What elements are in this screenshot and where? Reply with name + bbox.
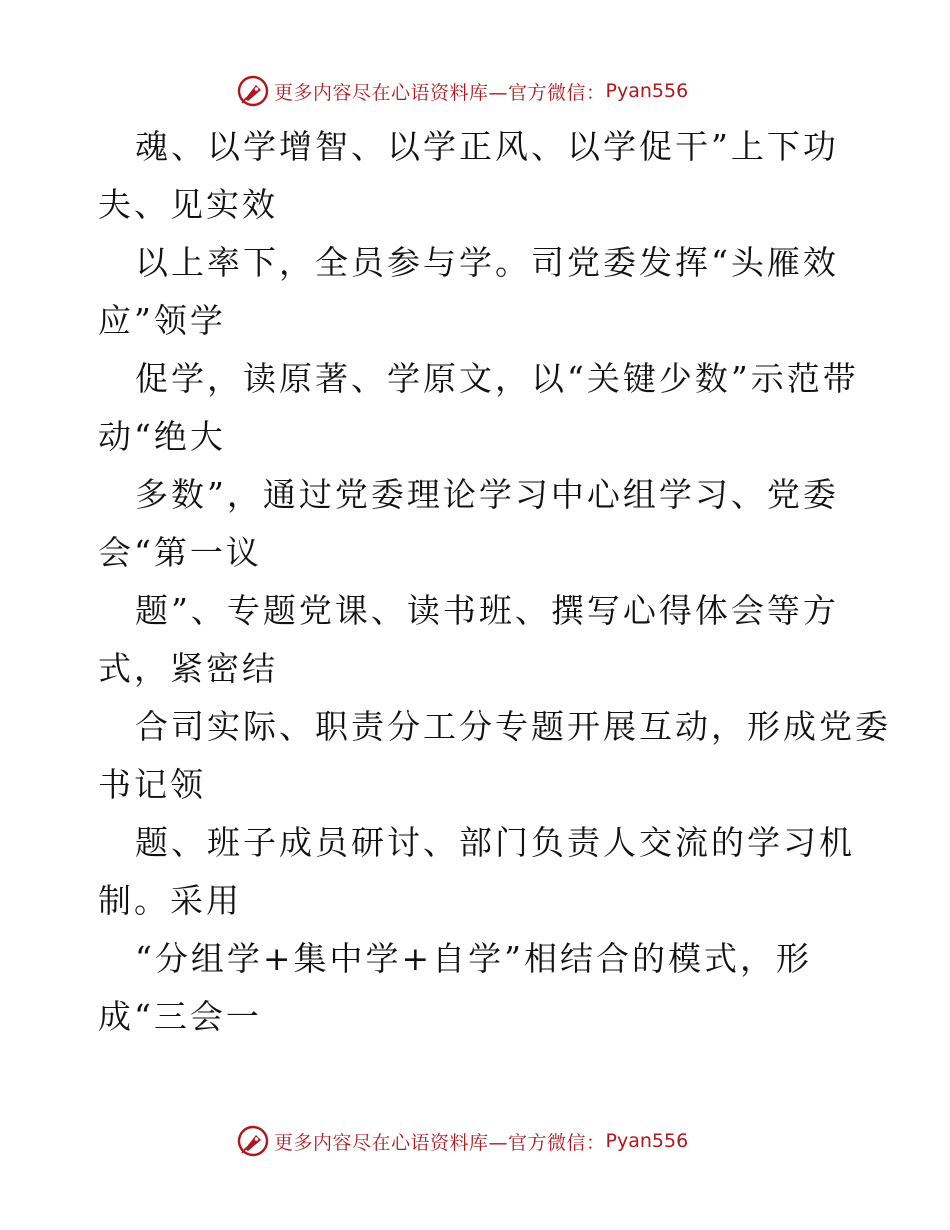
document-body [98, 118, 891, 1046]
text-line: 多数”，通过党委理论学习中心组学习、党委 [135, 475, 839, 514]
text-line: 书记领 [98, 765, 206, 804]
pen-nib-logo-icon [236, 74, 270, 108]
footer-watermark [236, 1124, 688, 1158]
text-line: 以上率下，全员参与学。司党委发挥“头雁效 [135, 243, 839, 282]
watermark-text: 更多内容尽在心语资料库—官方微信： [274, 81, 606, 104]
text-line: 题”、专题党课、读书班、撰写心得体会等方 [135, 591, 839, 630]
header-watermark [236, 74, 688, 108]
pen-nib-logo-icon [236, 1124, 270, 1158]
text-line: 动“绝大 [98, 417, 226, 456]
watermark-text: 更多内容尽在心语资料库—官方微信： [274, 1131, 606, 1154]
text-line: 成“三会一 [98, 997, 262, 1036]
text-line: 题、班子成员研讨、部门负责人交流的学习机 [135, 823, 855, 862]
watermark-handle: Pyan556 [605, 80, 689, 102]
text-line: 制。采用 [98, 881, 242, 920]
text-line: 魂、以学增智、以学正风、以学促干”上下功 [135, 127, 839, 166]
text-line: 合司实际、职责分工分专题开展互动，形成党委 [135, 707, 891, 746]
text-line: 夫、见实效 [98, 185, 278, 224]
watermark-handle: Pyan556 [605, 1130, 689, 1152]
text-line: “分组学+集中学+自学”相结合的模式，形 [135, 939, 813, 978]
text-line: 应”领学 [98, 301, 226, 340]
text-line: 式，紧密结 [98, 649, 278, 688]
text-line: 促学，读原著、学原文，以“关键少数”示范带 [135, 359, 859, 398]
text-line: 会“第一议 [98, 533, 262, 572]
